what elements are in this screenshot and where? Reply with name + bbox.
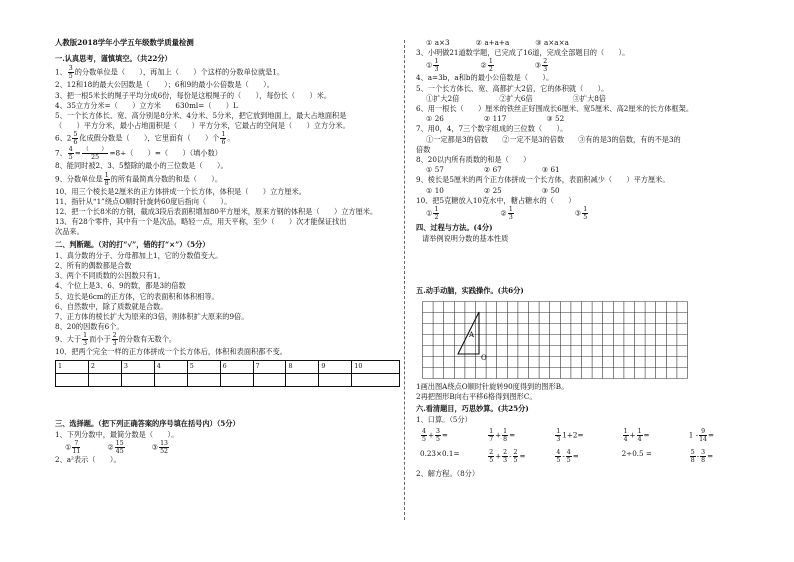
grid-svg <box>422 301 688 379</box>
label-o: O <box>481 353 487 362</box>
answer-cell[interactable]: 8 <box>286 360 319 373</box>
s2-item-3: 3、两个不同质数的公因数只有1。 <box>55 271 165 281</box>
answer-cell[interactable]: 5 <box>187 360 220 373</box>
calc-8: $\frac{4}{5}$ - $\frac{4}{5}$ = <box>556 449 579 465</box>
s3-q10: 10、把5克糖放入10克水中，糖占糖水的（ ） <box>416 195 576 205</box>
s2-item-2: 2、所有的偶数都是合数 <box>55 261 132 271</box>
left-column <box>55 38 400 465</box>
answer-cell[interactable]: 10 <box>352 360 400 373</box>
s3-q3-options <box>416 58 756 73</box>
s1-q13a: 13、有28个零件，其中有一个是次品，略轻一点，用天平称，至少（ ）次才能保证找出 <box>55 217 347 227</box>
label-a: A <box>469 330 475 339</box>
answer-cell[interactable]: 1 <box>56 360 89 373</box>
s3-q7: 7、用0，4，7三个数字组成的三位数（ ）。 <box>416 124 568 134</box>
answer-blank[interactable] <box>88 373 121 386</box>
fold-line <box>404 40 405 520</box>
option[interactable]: ② $\frac{15}{45}$ <box>107 440 124 456</box>
answer-blank[interactable] <box>286 373 319 386</box>
option[interactable]: ② $\frac{1}{3}$ <box>500 206 513 222</box>
section-3-heading: 三、选择题。（把下列正确答案的序号填在括号内）（5分） <box>55 418 240 428</box>
answer-cell[interactable]: 3 <box>121 360 154 373</box>
calc-5: 1 - $\frac{9}{14}$ = <box>688 428 714 444</box>
s2-item-6: 6、自然数中，除了质数就是合数。 <box>55 301 168 311</box>
s1-q7: 7、 $\frac{4}{5}$ = $\frac{( )}{25}$ =8÷（ ）=（ ）（填小数） <box>55 146 222 162</box>
s2-item-5: 5、边长是6cm的正方体，它的表面积和体积相等。 <box>55 291 219 301</box>
s3-q5-options <box>416 94 756 104</box>
s1-q2: 2、12和18的最大公因数是（ ）；6和9的最小公倍数是（ ）。 <box>55 80 274 90</box>
answer-cell[interactable]: 6 <box>220 360 253 373</box>
option[interactable]: ② a+a+a <box>475 38 510 47</box>
section-4-heading: 四、过程与方法。(4分) <box>416 223 493 233</box>
drawing-grid[interactable] <box>422 301 688 379</box>
option[interactable]: ① $\frac{1}{3}$ <box>426 58 439 74</box>
s3-q1: 1、下列分数中，最简分数是（ ）。 <box>55 429 179 439</box>
paper-title: 人教版2018学年小学五年级数学质量检测 <box>55 38 194 47</box>
option[interactable]: ②一定不是3的倍数 <box>502 134 565 144</box>
s3-q7-options <box>416 135 756 145</box>
calc-4: $\frac{1}{4}$ + $\frac{1}{4}$ = <box>623 428 650 444</box>
s1-q13b: 次品来。 <box>55 227 84 237</box>
oral-calc-grid <box>416 428 756 464</box>
answer-blank[interactable] <box>121 373 154 386</box>
answer-blank[interactable] <box>352 373 400 386</box>
calc-10: $\frac{5}{8}$ - $\frac{3}{8}$ = <box>690 449 714 465</box>
s3-q6: 6、用一根长（ ）厘米的铁丝正好围成长6厘米、宽5厘米、高2厘米的长方体框架。 <box>416 104 694 114</box>
answer-blank[interactable] <box>253 373 286 386</box>
answer-blank[interactable] <box>56 373 89 386</box>
judgement-answer-table <box>55 360 400 387</box>
s3-q4: 4、a=3b，a和b的最小公倍数是（ ）。 <box>416 73 554 83</box>
s1-q10: 10、用三个棱长是2厘米的正方体拼成一个长方体，体积是（ ）立方厘米。 <box>55 186 306 196</box>
s2-item-7: 7、正方体的棱长扩大为原来的3倍，则体积扩大原来的9倍。 <box>55 312 249 322</box>
s2-item-1: 1、真分数的分子、分母都加上1，它的分数值变大。 <box>55 250 223 260</box>
option[interactable]: ② 67 <box>483 165 502 175</box>
s5-task-2: 2再把图形B向右平移6格得到图形C。 <box>416 391 537 401</box>
option[interactable]: ① 10 <box>426 185 444 195</box>
option[interactable]: ③ 52 <box>546 114 565 124</box>
section-6-heading: 六.看清题目，巧思妙算。(共25分) <box>416 404 529 414</box>
section-1-heading: 一.认真思考，谨慎填空。（共22分） <box>55 54 172 64</box>
answer-blank[interactable] <box>319 373 352 386</box>
s3-q9-options <box>416 186 756 196</box>
s3-q10-options <box>416 206 756 221</box>
answer-blank[interactable] <box>220 373 253 386</box>
calc-9: 2÷0.5 = <box>621 449 652 459</box>
s2-item-10: 10、把两个完全一样的正方体拼成一个长方体后，体积和表面积都不变。 <box>55 347 287 357</box>
s1-q5b: （ ）平方分米，最小占地面积是（ ）平方分米，它最占的空间是（ ）立方分米。 <box>55 121 350 131</box>
s6-solve: 2、解方程。（8分） <box>416 469 480 479</box>
option[interactable]: ① $\frac{1}{2}$ <box>426 206 439 222</box>
option[interactable]: ① 26 <box>426 114 444 124</box>
s2-item-4: 4、个位上是3、6、9的数，都是3的倍数 <box>55 281 186 291</box>
right-column <box>416 38 756 480</box>
answer-cell[interactable]: 7 <box>253 360 286 373</box>
s3-q8-options <box>416 165 756 175</box>
s2-item-8: 8、20的因数有6个。 <box>55 322 124 332</box>
s4-body: 请举例说明分数的基本性质 <box>422 234 509 244</box>
option[interactable]: ①扩大2倍 <box>426 93 460 103</box>
s3-q3: 3、小明做21道数学题，已完成了16道，完成全部题目的（ ）。 <box>416 48 630 58</box>
calc-2: $\frac{1}{7}$ + $\frac{1}{8}$ = <box>489 428 516 444</box>
s1-q9: 9、分数单位是 $\frac{1}{8}$ 的所有最简真分数的和是（ ）。 <box>55 171 223 187</box>
answer-blank[interactable] <box>154 373 187 386</box>
option[interactable]: ② 25 <box>483 185 502 195</box>
section-5-heading: 五.动手动脑，实践操作。(共6分) <box>416 286 524 296</box>
option[interactable]: ③ 50 <box>541 185 560 195</box>
answer-cell[interactable]: 4 <box>154 360 187 373</box>
option[interactable]: ①一定都是3的倍数 <box>426 134 489 144</box>
s3-q9: 9、棱长是5厘米的两个正方体拼成一个长方体，表面积减少（ ）平方厘米。 <box>416 175 670 185</box>
s1-q11: 11、指针从“1”绕点O顺时针旋转60度后指向（ ）。 <box>55 196 232 206</box>
s3-q2: 2、a²表示（ ）。 <box>55 455 121 465</box>
s1-q5a: 5、一个长方体长、宽、高分别是8分米、4分米、5分米，把它放到地面上，最大占地面积是 <box>55 111 347 121</box>
s5-task-1: 1画出图A绕点O顺时针旋转90度得到的图形B。 <box>416 381 569 391</box>
calc-6: 0.23×0.1= <box>420 449 460 459</box>
s3-q7-tail: 倍数 <box>416 144 431 154</box>
calc-3: $\frac{1}{3}$ 1+2= <box>556 428 584 444</box>
s1-q8: 8、能同时被2、3、5整除的最小的三位数是（ ）。 <box>55 161 228 171</box>
section-2-heading: 二、判断题。（对的打“√”，错的打“×”）（5分） <box>55 239 210 249</box>
s6-oral: 1、口算。（5分） <box>416 415 472 425</box>
option[interactable]: ③ $\frac{2}{3}$ <box>534 58 548 74</box>
option[interactable]: ③ $\frac{1}{5}$ <box>574 206 588 222</box>
s1-q1: 1、 $\frac{3}{5}$ 的分数单位是（ ），再加上（ ）个这样的分数单位就是1。 <box>55 65 285 81</box>
option[interactable]: ③ a×a×a <box>535 38 569 47</box>
option[interactable]: ① 57 <box>426 165 444 175</box>
s3-q6-options <box>416 114 756 124</box>
s1-q12: 12、把一个长8米的方钢，截成3段后表面积增加80平方厘米，原来方钢的体积是（ ）立方厘米。 <box>55 207 378 217</box>
calc-1: $\frac{4}{5}$ + $\frac{3}{5}$ = <box>422 428 448 444</box>
option[interactable]: ②扩大6倍 <box>499 93 533 103</box>
s1-q3: 3、把一根5米长的绳子平均分成6份，每份是这根绳子的（ ），每份长（ ）米。 <box>55 90 332 100</box>
option[interactable]: ③扩大8倍 <box>572 93 606 103</box>
option[interactable]: ① $\frac{7}{11}$ <box>65 440 81 456</box>
option[interactable]: ③ $\frac{13}{52}$ <box>151 440 168 456</box>
s3-q2-options <box>416 38 756 48</box>
option[interactable]: ② 117 <box>483 114 507 124</box>
s2-item-9: 9、大于 $\frac{1}{3}$ 而小于 $\frac{2}{3}$ 的分数有无数个。 <box>55 332 177 348</box>
answer-blank[interactable] <box>187 373 220 386</box>
option[interactable]: ③有的是3的倍数，有的不是3的 <box>578 134 681 144</box>
s3-q8: 8、20以内所有质数的和是（ ） <box>416 155 531 165</box>
s1-q6: 6、2 $\frac{5}{6}$ 化成假分数是（ ），它里面有（ ）个 $\frac{1}{6}$ 。 <box>55 131 235 147</box>
s3-q5: 5、一个长方体长、宽、高都扩大2倍，它的体积就（ ）。 <box>416 83 609 93</box>
option[interactable]: ② $\frac{1}{2}$ <box>480 58 493 74</box>
s3-q1-options <box>55 440 400 455</box>
option[interactable]: ③ 61 <box>541 165 560 175</box>
answer-cell[interactable]: 9 <box>319 360 352 373</box>
answer-cell[interactable]: 2 <box>88 360 121 373</box>
s1-q4: 4、35立方分米=（ ）立方米 630ml=（ ）L <box>55 100 238 110</box>
option[interactable]: ① a×3 <box>426 38 450 47</box>
calc-7: $\frac{2}{5}$ + $\frac{2}{3}$ - $\frac{2}{5}$ = <box>489 449 526 465</box>
